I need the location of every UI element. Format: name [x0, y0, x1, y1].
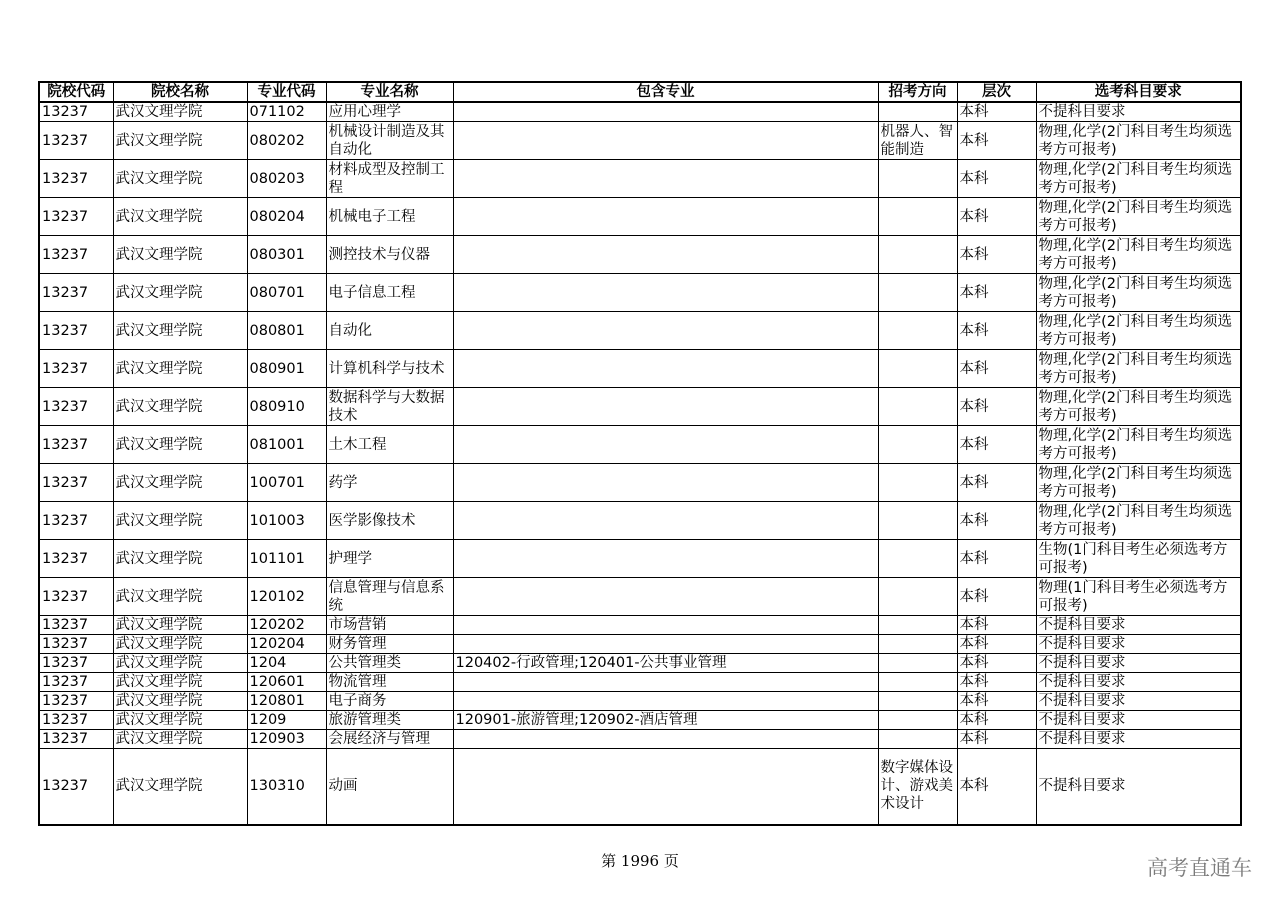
cell-level: 本科 [957, 160, 1036, 198]
cell-school-name: 武汉文理学院 [113, 711, 247, 730]
cell-major-code: 100701 [247, 464, 326, 502]
cell-school-name: 武汉文理学院 [113, 578, 247, 616]
cell-direction [878, 236, 957, 274]
cell-major-name: 动画 [326, 749, 453, 825]
cell-included-majors [453, 540, 878, 578]
table-row [39, 502, 1241, 540]
cell-level: 本科 [957, 464, 1036, 502]
table-row [39, 654, 1241, 673]
cell-major-name: 自动化 [326, 312, 453, 350]
header-direction: 招考方向 [878, 82, 957, 102]
cell-subject-requirement: 物理,化学(2门科目考生均须选考方可报考) [1036, 502, 1241, 540]
cell-major-name: 测控技术与仪器 [326, 236, 453, 274]
cell-included-majors [453, 122, 878, 160]
table-row [39, 350, 1241, 388]
cell-level: 本科 [957, 635, 1036, 654]
cell-school-name: 武汉文理学院 [113, 312, 247, 350]
cell-subject-requirement: 不提科目要求 [1036, 711, 1241, 730]
cell-major-code: 130310 [247, 749, 326, 825]
cell-direction [878, 464, 957, 502]
cell-level: 本科 [957, 654, 1036, 673]
cell-school-name: 武汉文理学院 [113, 540, 247, 578]
cell-school-name: 武汉文理学院 [113, 692, 247, 711]
cell-direction [878, 426, 957, 464]
cell-included-majors [453, 236, 878, 274]
cell-school-code: 13237 [39, 540, 113, 578]
cell-major-name: 物流管理 [326, 673, 453, 692]
cell-direction [878, 616, 957, 635]
cell-major-name: 土木工程 [326, 426, 453, 464]
table-row [39, 274, 1241, 312]
cell-school-name: 武汉文理学院 [113, 654, 247, 673]
cell-level: 本科 [957, 236, 1036, 274]
cell-direction [878, 160, 957, 198]
table-row [39, 578, 1241, 616]
cell-included-majors [453, 388, 878, 426]
table-row [39, 616, 1241, 635]
cell-major-code: 080701 [247, 274, 326, 312]
cell-major-code: 080202 [247, 122, 326, 160]
cell-level: 本科 [957, 388, 1036, 426]
cell-level: 本科 [957, 711, 1036, 730]
cell-subject-requirement: 物理,化学(2门科目考生均须选考方可报考) [1036, 122, 1241, 160]
cell-major-name: 电子商务 [326, 692, 453, 711]
cell-school-code: 13237 [39, 749, 113, 825]
cell-school-code: 13237 [39, 654, 113, 673]
cell-major-name: 财务管理 [326, 635, 453, 654]
table-row [39, 635, 1241, 654]
cell-direction [878, 711, 957, 730]
table-row [39, 540, 1241, 578]
cell-direction [878, 578, 957, 616]
cell-school-name: 武汉文理学院 [113, 616, 247, 635]
cell-major-name: 市场营销 [326, 616, 453, 635]
cell-direction [878, 102, 957, 122]
cell-school-name: 武汉文理学院 [113, 730, 247, 749]
cell-major-code: 080801 [247, 312, 326, 350]
cell-school-code: 13237 [39, 692, 113, 711]
cell-included-majors [453, 198, 878, 236]
cell-school-code: 13237 [39, 122, 113, 160]
table-row [39, 711, 1241, 730]
cell-included-majors [453, 749, 878, 825]
cell-school-code: 13237 [39, 578, 113, 616]
cell-major-name: 药学 [326, 464, 453, 502]
cell-school-name: 武汉文理学院 [113, 388, 247, 426]
cell-major-code: 120801 [247, 692, 326, 711]
cell-level: 本科 [957, 692, 1036, 711]
cell-direction: 数字媒体设计、游戏美术设计 [878, 749, 957, 825]
cell-major-code: 120102 [247, 578, 326, 616]
cell-major-name: 公共管理类 [326, 654, 453, 673]
cell-included-majors [453, 312, 878, 350]
cell-major-code: 1209 [247, 711, 326, 730]
cell-level: 本科 [957, 274, 1036, 312]
table-row [39, 102, 1241, 122]
cell-school-code: 13237 [39, 236, 113, 274]
cell-major-code: 120204 [247, 635, 326, 654]
cell-school-name: 武汉文理学院 [113, 749, 247, 825]
cell-level: 本科 [957, 749, 1036, 825]
table-row [39, 312, 1241, 350]
cell-school-name: 武汉文理学院 [113, 160, 247, 198]
cell-subject-requirement: 物理,化学(2门科目考生均须选考方可报考) [1036, 350, 1241, 388]
cell-level: 本科 [957, 673, 1036, 692]
cell-major-code: 101101 [247, 540, 326, 578]
cell-subject-requirement: 物理,化学(2门科目考生均须选考方可报考) [1036, 388, 1241, 426]
table-row [39, 388, 1241, 426]
cell-direction [878, 635, 957, 654]
cell-included-majors: 120402-行政管理;120401-公共事业管理 [453, 654, 878, 673]
table-row [39, 749, 1241, 825]
watermark: 高考直通车 [1147, 856, 1252, 880]
cell-major-code: 101003 [247, 502, 326, 540]
header-major-name: 专业名称 [326, 82, 453, 102]
cell-subject-requirement: 物理,化学(2门科目考生均须选考方可报考) [1036, 198, 1241, 236]
cell-included-majors [453, 616, 878, 635]
table-row [39, 236, 1241, 274]
cell-school-code: 13237 [39, 388, 113, 426]
cell-level: 本科 [957, 540, 1036, 578]
cell-major-code: 071102 [247, 102, 326, 122]
cell-school-code: 13237 [39, 274, 113, 312]
cell-subject-requirement: 不提科目要求 [1036, 749, 1241, 825]
cell-included-majors [453, 160, 878, 198]
cell-subject-requirement: 不提科目要求 [1036, 654, 1241, 673]
cell-school-code: 13237 [39, 730, 113, 749]
cell-level: 本科 [957, 730, 1036, 749]
cell-major-name: 材料成型及控制工程 [326, 160, 453, 198]
header-school-code: 院校代码 [39, 82, 113, 102]
cell-major-name: 旅游管理类 [326, 711, 453, 730]
cell-included-majors [453, 502, 878, 540]
cell-school-name: 武汉文理学院 [113, 102, 247, 122]
cell-subject-requirement: 物理,化学(2门科目考生均须选考方可报考) [1036, 274, 1241, 312]
cell-school-code: 13237 [39, 711, 113, 730]
cell-school-code: 13237 [39, 426, 113, 464]
cell-major-code: 120202 [247, 616, 326, 635]
cell-direction [878, 673, 957, 692]
cell-major-code: 120903 [247, 730, 326, 749]
cell-school-code: 13237 [39, 350, 113, 388]
cell-included-majors [453, 350, 878, 388]
cell-school-name: 武汉文理学院 [113, 274, 247, 312]
cell-major-code: 120601 [247, 673, 326, 692]
cell-school-code: 13237 [39, 102, 113, 122]
cell-subject-requirement: 物理(1门科目考生必须选考方可报考) [1036, 578, 1241, 616]
cell-direction [878, 350, 957, 388]
cell-major-name: 数据科学与大数据技术 [326, 388, 453, 426]
table-row [39, 160, 1241, 198]
cell-major-code: 081001 [247, 426, 326, 464]
cell-school-name: 武汉文理学院 [113, 122, 247, 160]
cell-included-majors [453, 578, 878, 616]
cell-major-name: 医学影像技术 [326, 502, 453, 540]
cell-subject-requirement: 物理,化学(2门科目考生均须选考方可报考) [1036, 160, 1241, 198]
cell-direction [878, 502, 957, 540]
cell-level: 本科 [957, 198, 1036, 236]
cell-included-majors [453, 274, 878, 312]
cell-included-majors [453, 673, 878, 692]
cell-level: 本科 [957, 616, 1036, 635]
cell-level: 本科 [957, 122, 1036, 160]
cell-subject-requirement: 不提科目要求 [1036, 635, 1241, 654]
cell-subject-requirement: 物理,化学(2门科目考生均须选考方可报考) [1036, 426, 1241, 464]
table-row [39, 673, 1241, 692]
header-row [39, 82, 1241, 102]
cell-included-majors: 120901-旅游管理;120902-酒店管理 [453, 711, 878, 730]
cell-subject-requirement: 物理,化学(2门科目考生均须选考方可报考) [1036, 312, 1241, 350]
cell-school-code: 13237 [39, 635, 113, 654]
cell-major-code: 1204 [247, 654, 326, 673]
cell-school-code: 13237 [39, 673, 113, 692]
cell-major-code: 080203 [247, 160, 326, 198]
cell-direction [878, 274, 957, 312]
cell-major-name: 护理学 [326, 540, 453, 578]
cell-subject-requirement: 不提科目要求 [1036, 730, 1241, 749]
cell-major-name: 会展经济与管理 [326, 730, 453, 749]
cell-included-majors [453, 692, 878, 711]
cell-major-name: 电子信息工程 [326, 274, 453, 312]
cell-school-code: 13237 [39, 464, 113, 502]
cell-major-code: 080901 [247, 350, 326, 388]
cell-subject-requirement: 不提科目要求 [1036, 616, 1241, 635]
cell-direction [878, 730, 957, 749]
cell-direction [878, 692, 957, 711]
cell-direction [878, 388, 957, 426]
page-number: 第 1996 页 [601, 852, 679, 870]
cell-direction [878, 654, 957, 673]
cell-major-code: 080204 [247, 198, 326, 236]
cell-level: 本科 [957, 312, 1036, 350]
cell-school-name: 武汉文理学院 [113, 350, 247, 388]
cell-level: 本科 [957, 426, 1036, 464]
cell-school-code: 13237 [39, 502, 113, 540]
cell-school-name: 武汉文理学院 [113, 464, 247, 502]
cell-included-majors [453, 464, 878, 502]
table-row [39, 198, 1241, 236]
cell-subject-requirement: 物理,化学(2门科目考生均须选考方可报考) [1036, 236, 1241, 274]
cell-direction [878, 540, 957, 578]
cell-school-code: 13237 [39, 616, 113, 635]
cell-level: 本科 [957, 102, 1036, 122]
cell-subject-requirement: 不提科目要求 [1036, 673, 1241, 692]
cell-level: 本科 [957, 350, 1036, 388]
cell-level: 本科 [957, 502, 1036, 540]
cell-direction [878, 198, 957, 236]
cell-subject-requirement: 生物(1门科目考生必须选考方可报考) [1036, 540, 1241, 578]
cell-direction: 机器人、智能制造 [878, 122, 957, 160]
cell-subject-requirement: 不提科目要求 [1036, 102, 1241, 122]
cell-school-name: 武汉文理学院 [113, 502, 247, 540]
cell-school-name: 武汉文理学院 [113, 236, 247, 274]
cell-included-majors [453, 635, 878, 654]
cell-major-name: 机械电子工程 [326, 198, 453, 236]
header-level: 层次 [957, 82, 1036, 102]
header-included-majors: 包含专业 [453, 82, 878, 102]
cell-school-code: 13237 [39, 312, 113, 350]
cell-direction [878, 312, 957, 350]
cell-school-name: 武汉文理学院 [113, 673, 247, 692]
table-row [39, 730, 1241, 749]
header-school-name: 院校名称 [113, 82, 247, 102]
cell-included-majors [453, 426, 878, 464]
table-row [39, 122, 1241, 160]
cell-major-name: 机械设计制造及其自动化 [326, 122, 453, 160]
cell-major-name: 计算机科学与技术 [326, 350, 453, 388]
cell-subject-requirement: 物理,化学(2门科目考生均须选考方可报考) [1036, 464, 1241, 502]
cell-major-code: 080910 [247, 388, 326, 426]
cell-school-code: 13237 [39, 160, 113, 198]
cell-school-name: 武汉文理学院 [113, 635, 247, 654]
cell-included-majors [453, 102, 878, 122]
header-major-code: 专业代码 [247, 82, 326, 102]
header-subject-requirement: 选考科目要求 [1036, 82, 1241, 102]
cell-subject-requirement: 不提科目要求 [1036, 692, 1241, 711]
cell-major-name: 信息管理与信息系统 [326, 578, 453, 616]
table-row [39, 426, 1241, 464]
table-row [39, 464, 1241, 502]
cell-school-name: 武汉文理学院 [113, 426, 247, 464]
table-row [39, 692, 1241, 711]
cell-included-majors [453, 730, 878, 749]
cell-major-name: 应用心理学 [326, 102, 453, 122]
cell-school-code: 13237 [39, 198, 113, 236]
admission-table [38, 81, 1242, 826]
cell-level: 本科 [957, 578, 1036, 616]
cell-school-name: 武汉文理学院 [113, 198, 247, 236]
cell-major-code: 080301 [247, 236, 326, 274]
